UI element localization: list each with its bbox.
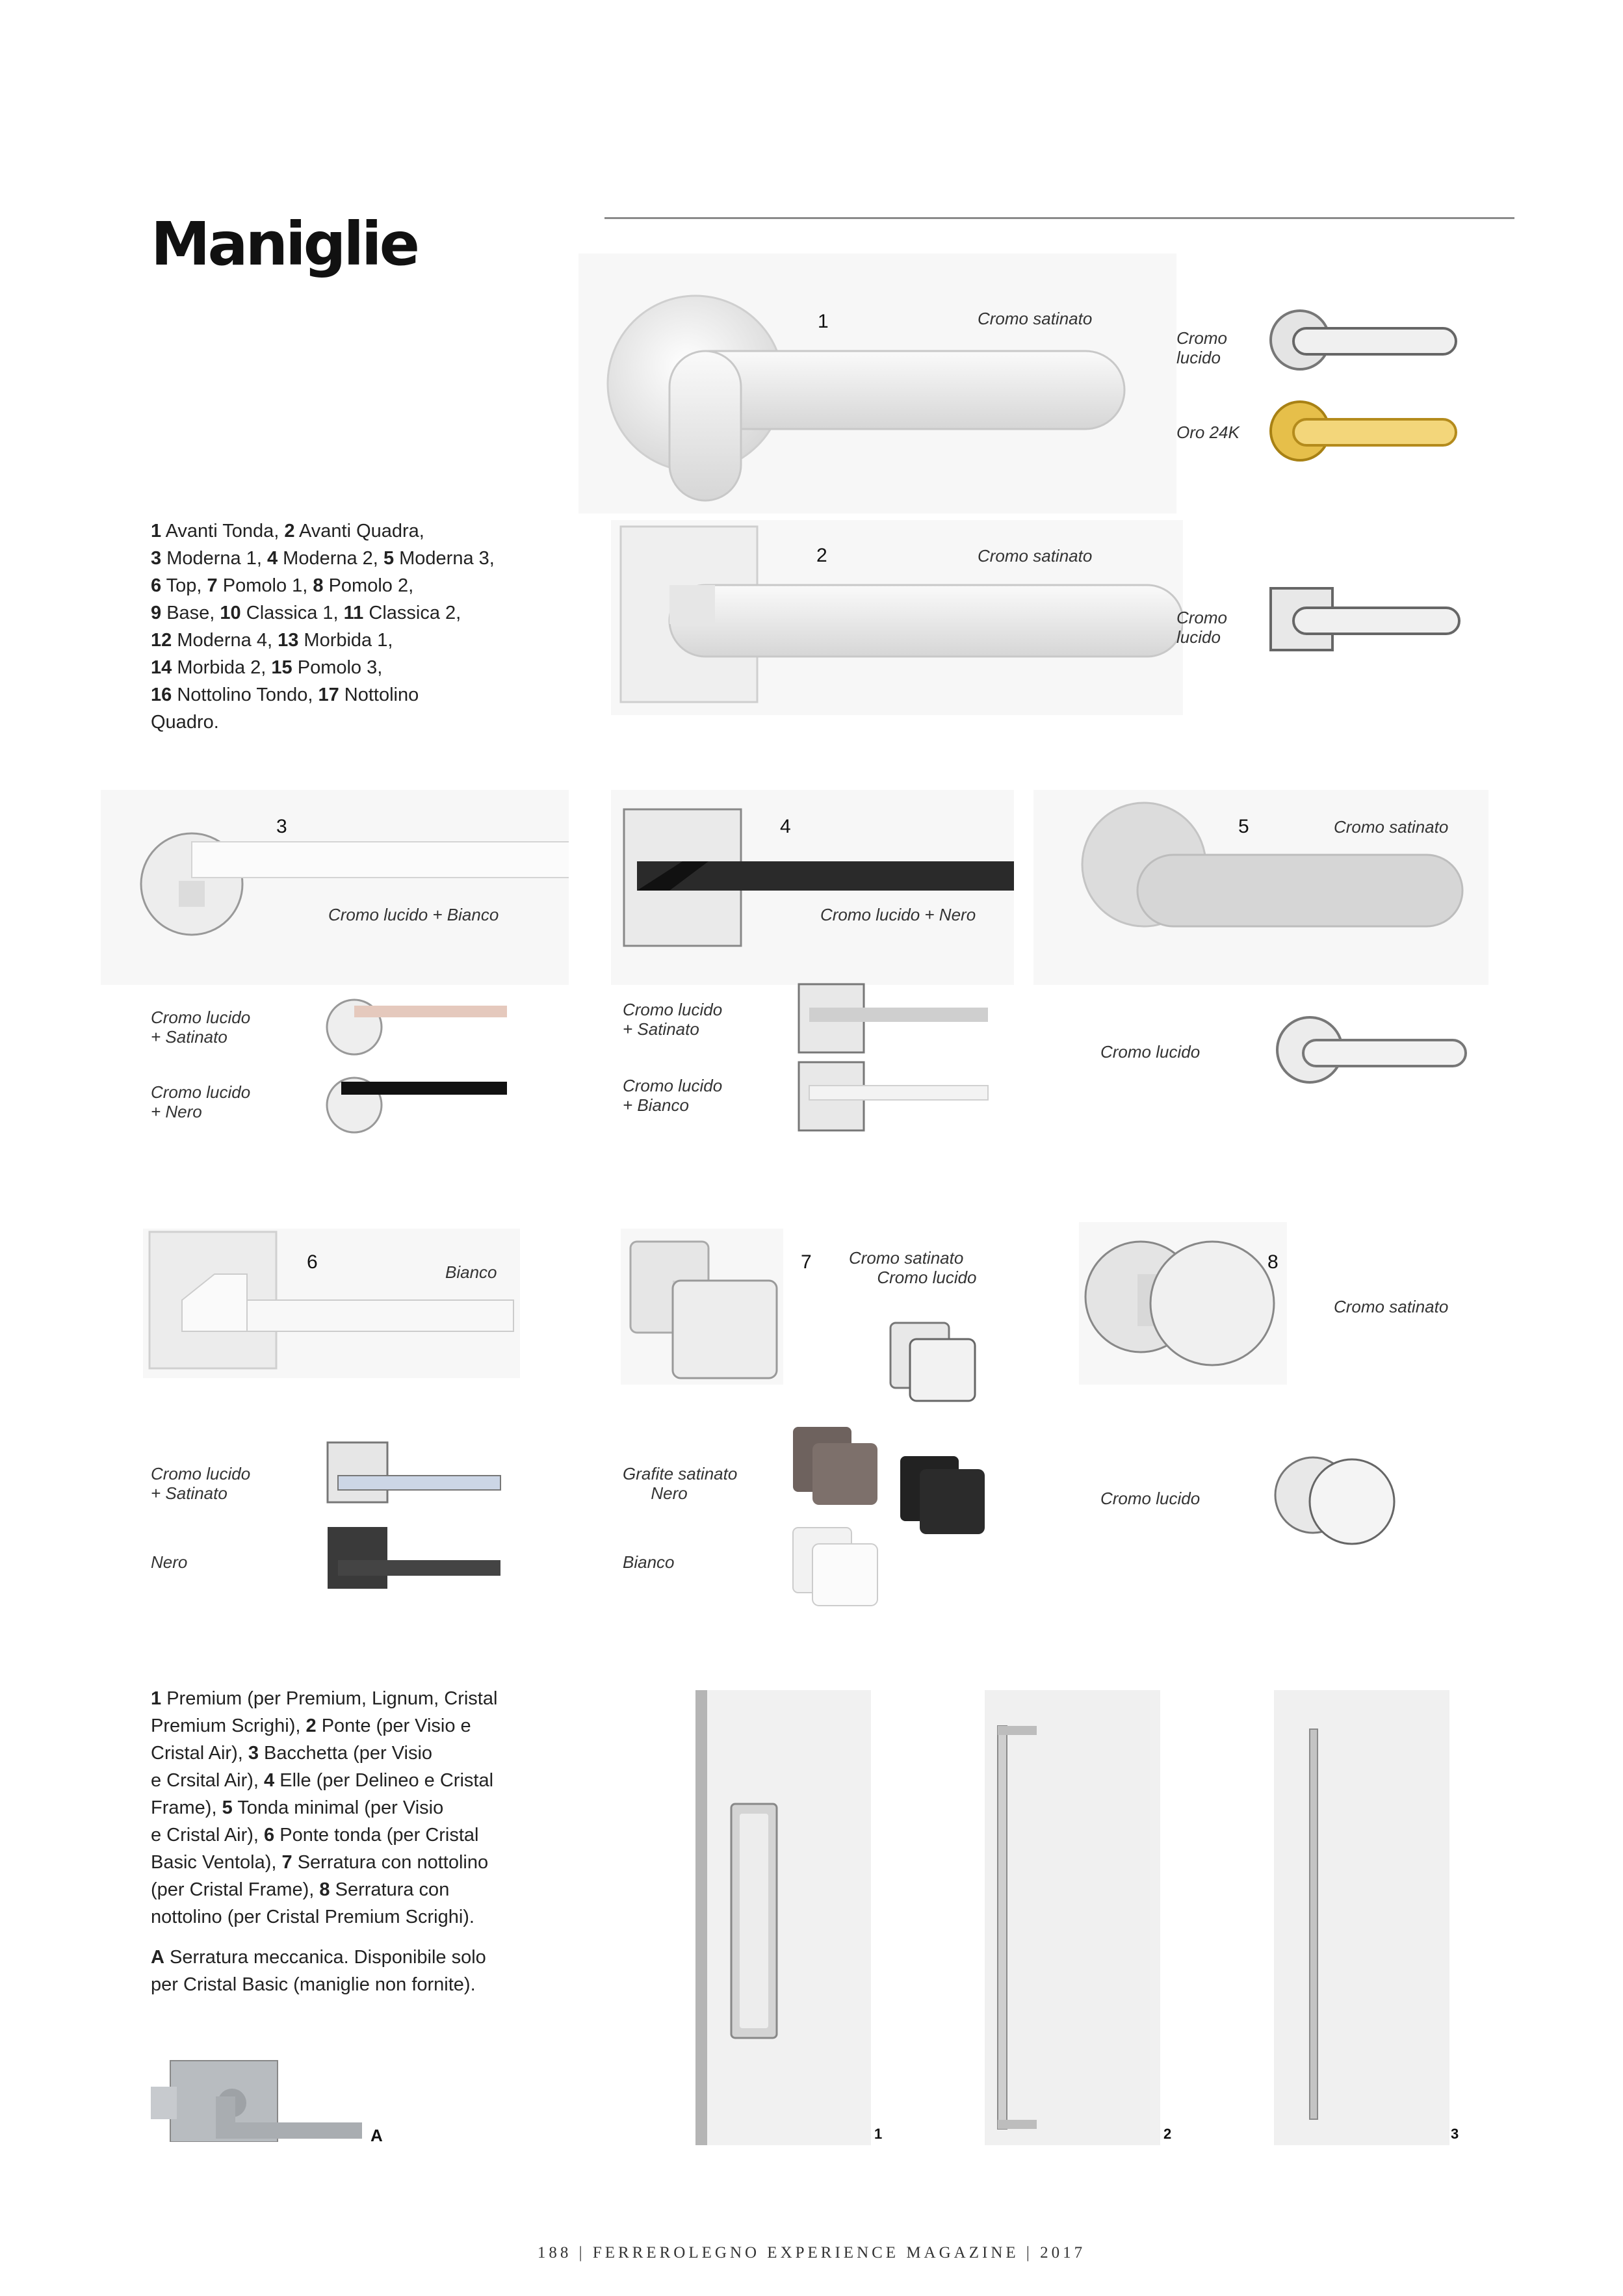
list-number: 1	[151, 1688, 162, 1709]
product-image-1-gold	[1267, 393, 1462, 468]
page-footer: 188 | FERREROLEGNO EXPERIENCE MAGAZINE | 2017	[537, 2244, 1086, 2262]
product-image-1	[578, 254, 1176, 514]
label-p7-main: Cromo satinato Cromo lucido	[849, 1248, 977, 1287]
label-p3-var1: Cromo lucido + Satinato	[151, 1008, 251, 1047]
list-text: Moderna 3,	[399, 548, 495, 569]
product-image-7-black	[897, 1453, 988, 1537]
label-p4-var1: Cromo lucido + Satinato	[623, 1000, 723, 1039]
product-number-1: 1	[818, 311, 829, 332]
product-image-1-chrome	[1267, 302, 1462, 377]
list-text: Moderna 4,	[172, 630, 278, 651]
label-sliding-3: 3	[1451, 2126, 1459, 2142]
label-p1-var2: Oro 24K	[1176, 423, 1240, 442]
label-p4-main: Cromo lucido + Nero	[820, 905, 976, 924]
header-rule	[604, 217, 1514, 219]
label-p3-var2: Cromo lucido + Nero	[151, 1082, 251, 1121]
product-number-8: 8	[1267, 1251, 1279, 1273]
product-image-lock-a	[151, 2057, 365, 2142]
label-p2-main: Cromo satinato	[978, 546, 1093, 566]
product-number-7: 7	[801, 1251, 812, 1273]
label-p5-var1: Cromo lucido	[1100, 1042, 1201, 1062]
list-text: Elle (per Delineo e Cristal Frame),	[151, 1770, 494, 1818]
label-p1-main: Cromo satinato	[978, 309, 1093, 328]
list-text: Nottolino Tondo,	[172, 685, 318, 705]
product-image-6	[143, 1229, 520, 1378]
product-image-3-var1	[322, 991, 510, 1056]
label-lock-a: A	[370, 2126, 383, 2145]
list-text: Base,	[161, 603, 220, 623]
list-text: Premium (per Premium, Lignum, Cristal Premium Scrighi),	[151, 1688, 498, 1736]
page-title: Maniglie	[151, 209, 417, 279]
list-text: Serratura con nottolino (per Cristal Premium Scrighi).	[151, 1879, 474, 1927]
product-number-2: 2	[816, 545, 827, 566]
product-number-5: 5	[1238, 816, 1249, 837]
label-p7-var1: Grafite satinato Nero	[623, 1464, 738, 1503]
list-number: 12	[151, 630, 172, 651]
product-image-4-var2	[796, 1060, 991, 1134]
product-image-3	[101, 790, 569, 985]
product-image-8	[1079, 1222, 1287, 1385]
product-image-7-graphite	[790, 1424, 881, 1508]
list-number: 3	[151, 548, 162, 569]
list-text: Pomolo 1,	[217, 575, 313, 596]
label-p6-main: Bianco	[445, 1262, 497, 1282]
label-p1-var1: Cromo lucido	[1176, 328, 1228, 367]
label-p7-var2: Bianco	[623, 1552, 675, 1572]
list-text: Moderna 2,	[278, 548, 383, 569]
list-number: 17	[318, 685, 339, 705]
list-number: 8	[313, 575, 324, 596]
product-image-6-var1	[325, 1440, 504, 1505]
product-image-4-var1	[796, 982, 991, 1056]
product-image-3-var2	[322, 1066, 510, 1138]
list-number: 1	[151, 521, 162, 541]
list-text: Avanti Tonda,	[161, 521, 285, 541]
list-text: Avanti Quadra,	[298, 521, 424, 541]
product-image-8-var1	[1271, 1446, 1401, 1550]
list-text: Bacchetta (per Visio e Crsital Air),	[151, 1743, 433, 1791]
sliding-door-image-1	[695, 1690, 871, 2145]
list-text: Serratura meccanica. Disponibile solo per Cristal Basic (maniglie non fornite).	[151, 1947, 486, 1995]
product-image-5-var1	[1274, 1004, 1469, 1089]
list-number: 6	[151, 575, 162, 596]
list-number: 7	[207, 575, 218, 596]
list-text: Ponte tonda (per Cristal Basic Ventola),	[151, 1825, 479, 1873]
product-image-7	[621, 1229, 783, 1385]
label-p5-main: Cromo satinato	[1334, 817, 1449, 837]
product-number-3: 3	[276, 816, 287, 837]
list-number: 3	[248, 1743, 259, 1764]
label-sliding-2: 2	[1163, 2126, 1172, 2142]
list-text: Ponte (per Visio e Cristal Air),	[151, 1715, 471, 1764]
list-number: 5	[222, 1797, 233, 1818]
product-number-4: 4	[780, 816, 791, 837]
lock-note	[151, 1944, 554, 1998]
list-text: Morbida 2,	[172, 657, 272, 678]
product-image-7-white	[790, 1524, 881, 1609]
list-number: 8	[319, 1879, 330, 1900]
product-image-2-chrome	[1267, 585, 1462, 657]
list-number: 11	[343, 603, 364, 623]
list-number: 2	[305, 1715, 317, 1736]
sliding-door-image-3	[1274, 1690, 1449, 2145]
product-image-4	[611, 790, 1014, 985]
product-image-7-chrome	[887, 1320, 978, 1404]
label-p6-var1: Cromo lucido + Satinato	[151, 1464, 251, 1503]
list-text: Classica 1,	[240, 603, 344, 623]
label-p8-var1: Cromo lucido	[1100, 1489, 1201, 1508]
list-number: 5	[383, 548, 395, 569]
label-p4-var2: Cromo lucido + Bianco	[623, 1076, 723, 1115]
sliding-list	[151, 1685, 554, 1931]
list-text: Moderna 1,	[161, 548, 267, 569]
label-p8-main: Cromo satinato	[1334, 1297, 1449, 1316]
list-number: 16	[151, 685, 172, 705]
list-text: Serratura con nottolino (per Cristal Frame),	[151, 1852, 489, 1900]
list-text: Morbida 1,	[304, 630, 393, 651]
list-number: 7	[281, 1852, 292, 1873]
label-p2-var1: Cromo lucido	[1176, 608, 1228, 647]
list-text: Classica 2,	[369, 603, 461, 623]
list-number: 6	[264, 1825, 275, 1846]
list-number: 2	[284, 521, 295, 541]
list-text: Nottolino Quadro.	[151, 685, 419, 733]
list-number: 14	[151, 657, 172, 678]
list-number: A	[151, 1947, 164, 1968]
intro-list	[151, 517, 515, 736]
list-number: 13	[278, 630, 299, 651]
sliding-door-image-2	[985, 1690, 1160, 2145]
list-number: 9	[151, 603, 162, 623]
label-sliding-1: 1	[874, 2126, 883, 2142]
list-text: Top,	[161, 575, 207, 596]
list-number: 4	[264, 1770, 275, 1791]
product-image-2	[611, 520, 1183, 715]
list-number: 4	[266, 548, 278, 569]
list-number: 10	[220, 603, 241, 623]
label-p6-var2: Nero	[151, 1552, 188, 1572]
list-text: Pomolo 3,	[297, 657, 383, 678]
product-image-6-var2	[325, 1524, 504, 1593]
list-number: 15	[271, 657, 292, 678]
list-text: Tonda minimal (per Visio e Cristal Air),	[151, 1797, 444, 1846]
list-text: Pomolo 2,	[328, 575, 414, 596]
product-number-6: 6	[307, 1251, 318, 1273]
label-p3-main: Cromo lucido + Bianco	[328, 905, 499, 924]
